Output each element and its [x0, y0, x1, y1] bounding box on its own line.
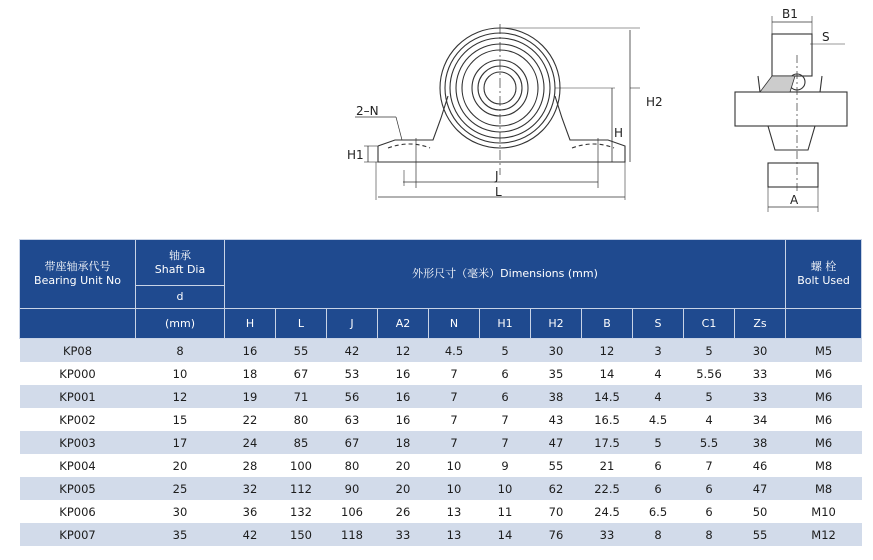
table-cell: 80 [276, 408, 327, 431]
table-cell: 35 [531, 362, 582, 385]
table-cell: 8 [136, 339, 225, 363]
bearing-technical-drawing [0, 0, 873, 238]
table-cell: 70 [531, 500, 582, 523]
table-cell: 46 [735, 454, 786, 477]
table-cell: 55 [531, 454, 582, 477]
table-cell: M6 [786, 385, 862, 408]
table-cell: 33 [582, 523, 633, 546]
table-row [20, 477, 862, 500]
col-header-blank [20, 309, 136, 339]
table-cell: 12 [136, 385, 225, 408]
table-cell: 13 [429, 523, 480, 546]
table-cell: 5 [633, 431, 684, 454]
col-header-unit: 带座轴承代号 Bearing Unit No [20, 240, 136, 309]
table-cell: M10 [786, 500, 862, 523]
table-cell: 132 [276, 500, 327, 523]
table-cell: 42 [225, 523, 276, 546]
table-row [20, 339, 862, 363]
table-cell: 33 [735, 362, 786, 385]
table-cell: 32 [225, 477, 276, 500]
col-header-dim-h: H [225, 309, 276, 339]
table-cell: 6.5 [633, 500, 684, 523]
col-header-mm: (mm) [136, 309, 225, 339]
table-cell: 9 [480, 454, 531, 477]
col-header-dim-n: N [429, 309, 480, 339]
label-j: J [495, 169, 499, 183]
table-cell: 76 [531, 523, 582, 546]
table-cell: 4.5 [429, 339, 480, 363]
table-cell: 38 [531, 385, 582, 408]
table-cell: 50 [735, 500, 786, 523]
table-cell: 16.5 [582, 408, 633, 431]
table-cell: 6 [684, 500, 735, 523]
table-cell: 14 [480, 523, 531, 546]
table-cell: 42 [327, 339, 378, 363]
table-cell: 28 [225, 454, 276, 477]
table-cell: 10 [429, 477, 480, 500]
table-cell: 10 [429, 454, 480, 477]
table-cell: 35 [136, 523, 225, 546]
table-cell: 80 [327, 454, 378, 477]
table-cell: 6 [480, 362, 531, 385]
table-row [20, 408, 862, 431]
table-cell: 56 [327, 385, 378, 408]
table-cell: KP005 [20, 477, 136, 500]
table-cell: KP004 [20, 454, 136, 477]
table-cell: 7 [429, 362, 480, 385]
table-cell: 14.5 [582, 385, 633, 408]
table-cell: KP003 [20, 431, 136, 454]
table-cell: KP08 [20, 339, 136, 363]
table-cell: KP007 [20, 523, 136, 546]
table-cell: 71 [276, 385, 327, 408]
table-cell: 8 [633, 523, 684, 546]
label-l: L [495, 185, 502, 199]
table-cell: M6 [786, 408, 862, 431]
label-a: A [790, 193, 799, 207]
table-cell: 100 [276, 454, 327, 477]
table-cell: 16 [378, 385, 429, 408]
table-cell: 62 [531, 477, 582, 500]
table-cell: 118 [327, 523, 378, 546]
col-header-dim-h1: H1 [480, 309, 531, 339]
table-cell: 85 [276, 431, 327, 454]
label-b1: B1 [782, 7, 798, 21]
col-header-dim-b: B [582, 309, 633, 339]
label-2-n: 2–N [356, 104, 379, 118]
table-cell: 15 [136, 408, 225, 431]
table-cell: 13 [429, 500, 480, 523]
table-cell: 19 [225, 385, 276, 408]
table-cell: 106 [327, 500, 378, 523]
table-cell: 33 [735, 385, 786, 408]
table-cell: 55 [735, 523, 786, 546]
table-cell: 112 [276, 477, 327, 500]
table-cell: 22.5 [582, 477, 633, 500]
table-cell: 14 [582, 362, 633, 385]
table-cell: M6 [786, 362, 862, 385]
col-header-shaft: 轴承 Shaft Dia [136, 240, 225, 286]
table-row [20, 431, 862, 454]
table-cell: 7 [480, 408, 531, 431]
table-cell: 24.5 [582, 500, 633, 523]
table-row [20, 500, 862, 523]
table-cell: 16 [378, 362, 429, 385]
table-cell: 7 [480, 431, 531, 454]
table-cell: 17 [136, 431, 225, 454]
label-s: S [822, 30, 830, 44]
table-cell: 21 [582, 454, 633, 477]
table-cell: 18 [225, 362, 276, 385]
col-header-d: d [136, 286, 225, 309]
table-cell: KP002 [20, 408, 136, 431]
table-cell: 17.5 [582, 431, 633, 454]
table-cell: 4.5 [633, 408, 684, 431]
table-row [20, 454, 862, 477]
table-cell: 20 [378, 477, 429, 500]
table-cell: 36 [225, 500, 276, 523]
table-cell: KP000 [20, 362, 136, 385]
label-h2: H2 [646, 95, 663, 109]
col-header-dimensions: 外形尺寸（毫米）Dimensions (mm) [225, 240, 786, 309]
table-cell: 7 [429, 408, 480, 431]
table-cell: 20 [378, 454, 429, 477]
col-header-dim-c1: C1 [684, 309, 735, 339]
table-cell: 22 [225, 408, 276, 431]
table-cell: 10 [136, 362, 225, 385]
col-header-dim-j: J [327, 309, 378, 339]
table-cell: 30 [136, 500, 225, 523]
table-cell: 26 [378, 500, 429, 523]
table-cell: KP006 [20, 500, 136, 523]
table-cell: 6 [684, 477, 735, 500]
col-header-dim-zs: Zs [735, 309, 786, 339]
table-cell: 3 [633, 339, 684, 363]
table-cell: 12 [582, 339, 633, 363]
table-cell: 150 [276, 523, 327, 546]
col-header-dim-s: S [633, 309, 684, 339]
specifications-table [19, 239, 862, 546]
col-header-dim-a2: A2 [378, 309, 429, 339]
table-cell: 53 [327, 362, 378, 385]
col-header-dim-h2: H2 [531, 309, 582, 339]
table-cell: 30 [531, 339, 582, 363]
col-header-bolt: 螺 栓 Bolt Used [786, 240, 862, 309]
table-cell: 6 [480, 385, 531, 408]
table-cell: M5 [786, 339, 862, 363]
table-cell: 34 [735, 408, 786, 431]
table-cell: 8 [684, 523, 735, 546]
table-cell: 43 [531, 408, 582, 431]
col-header-dim-l: L [276, 309, 327, 339]
table-cell: 25 [136, 477, 225, 500]
table-cell: 5 [480, 339, 531, 363]
table-cell: 47 [531, 431, 582, 454]
table-cell: 4 [633, 385, 684, 408]
table-cell: 10 [480, 477, 531, 500]
table-cell: 16 [378, 408, 429, 431]
table-cell: 12 [378, 339, 429, 363]
table-cell: 38 [735, 431, 786, 454]
table-cell: 55 [276, 339, 327, 363]
label-h: H [614, 126, 624, 140]
table-cell: KP001 [20, 385, 136, 408]
table-cell: 67 [327, 431, 378, 454]
table-cell: 4 [633, 362, 684, 385]
table-cell: 5 [684, 339, 735, 363]
table-row [20, 385, 862, 408]
table-cell: 67 [276, 362, 327, 385]
table-cell: 16 [225, 339, 276, 363]
table-cell: 30 [735, 339, 786, 363]
table-cell: 5 [684, 385, 735, 408]
col-header-blank-bolt [786, 309, 862, 339]
table-cell: 5.5 [684, 431, 735, 454]
table-cell: M8 [786, 477, 862, 500]
table-cell: M6 [786, 431, 862, 454]
table-cell: M12 [786, 523, 862, 546]
table-cell: 33 [378, 523, 429, 546]
table-cell: 7 [429, 385, 480, 408]
table-row [20, 362, 862, 385]
table-cell: 7 [684, 454, 735, 477]
table-cell: 90 [327, 477, 378, 500]
table-cell: 4 [684, 408, 735, 431]
table-row [20, 523, 862, 546]
table-cell: 47 [735, 477, 786, 500]
table-cell: 6 [633, 477, 684, 500]
table-cell: 18 [378, 431, 429, 454]
table-cell: 20 [136, 454, 225, 477]
label-h1: H1 [347, 148, 364, 162]
table-cell: 63 [327, 408, 378, 431]
table-cell: 5.56 [684, 362, 735, 385]
table-cell: 24 [225, 431, 276, 454]
table-cell: 6 [633, 454, 684, 477]
table-cell: M8 [786, 454, 862, 477]
table-cell: 11 [480, 500, 531, 523]
table-cell: 7 [429, 431, 480, 454]
